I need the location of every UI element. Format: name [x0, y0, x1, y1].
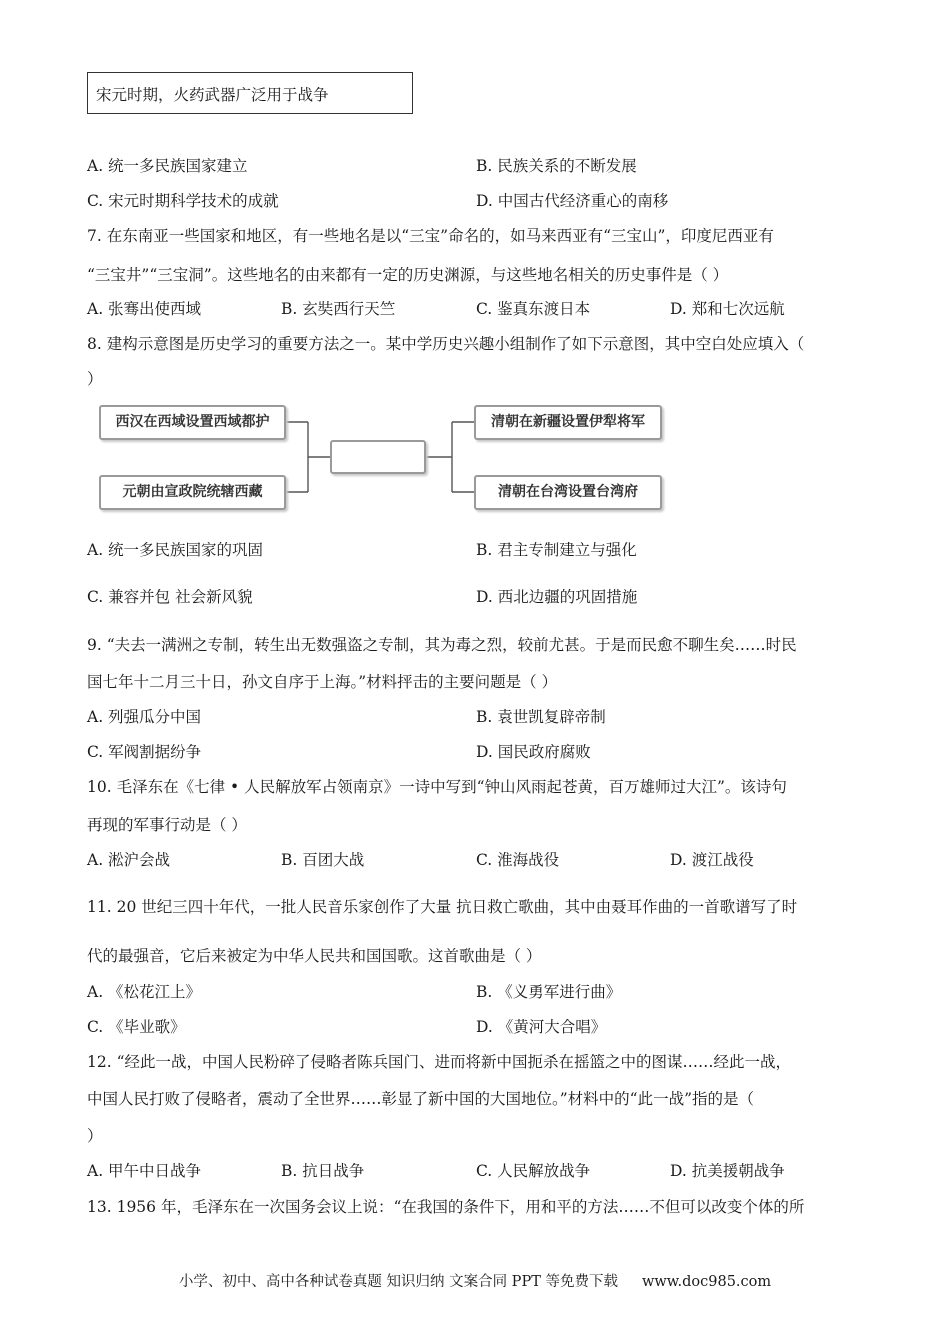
q13-stem-line1: 13. 1956 年，毛泽东在一次国务会议上说：“在我国的条件下，用和平的方法……不但可以改变个体的所	[87, 1198, 805, 1216]
q8-option-d: D. 西北边疆的巩固措施	[476, 588, 638, 606]
q10-option-c: C. 淮海战役	[476, 851, 560, 869]
footer-text: 小学、初中、高中各种试卷真题 知识归纳 文案合同 PPT 等免费下载	[178, 1274, 618, 1290]
page-footer	[0, 1270, 950, 1291]
q9-stem-line1: 9. “夫去一满洲之专制，转生出无数强盗之专制，其为毒之烈，较前尤甚。于是而民愈不聊生矣……时民	[87, 636, 797, 654]
q7-option-d: D. 郑和七次远航	[670, 300, 785, 318]
q12-option-a: A. 甲午中日战争	[87, 1162, 202, 1180]
concept-diagram	[96, 398, 676, 518]
diagram-box-right-bottom: 清朝在台湾设置台湾府	[474, 475, 662, 510]
material-box	[87, 72, 413, 114]
q7-option-b: B. 玄奘西行天竺	[281, 300, 396, 318]
q10-stem-line1: 10. 毛泽东在《七律 • 人民解放军占领南京》一诗中写到“钟山风雨起苍黄，百万雄师过大江”。该诗句	[87, 778, 787, 796]
q8-stem-line2: ）	[87, 370, 103, 388]
q8-option-a: A. 统一多民族国家的巩固	[87, 541, 264, 559]
q9-option-d: D. 国民政府腐败	[476, 743, 591, 761]
q7-stem-line2: “三宝井”“三宝洞”。这些地名的由来都有一定的历史渊源，与这些地名相关的历史事件是（ ）	[87, 266, 729, 284]
diagram-box-right-top: 清朝在新疆设置伊犁将军	[474, 405, 662, 440]
q9-option-b: B. 袁世凯复辟帝制	[476, 708, 606, 726]
q12-stem-line3: ）	[87, 1127, 103, 1145]
q8-stem-line1: 8. 建构示意图是历史学习的重要方法之一。某中学历史兴趣小组制作了如下示意图，其中空白处应填入（	[87, 335, 805, 353]
q6-option-c: C. 宋元时期科学技术的成就	[87, 192, 279, 210]
q12-option-c: C. 人民解放战争	[476, 1162, 591, 1180]
q11-option-b: B. 《义勇军进行曲》	[476, 983, 622, 1001]
diagram-box-left-bottom: 元朝由宣政院统辖西藏	[99, 475, 286, 510]
q11-stem-line2: 代的最强音，它后来被定为中华人民共和国国歌。这首歌曲是（ ）	[87, 947, 542, 965]
q7-option-a: A. 张骞出使西域	[87, 300, 202, 318]
q10-stem-line2: 再现的军事行动是（ ）	[87, 816, 247, 834]
q7-option-c: C. 鉴真东渡日本	[476, 300, 591, 318]
q8-option-c: C. 兼容并包 社会新风貌	[87, 588, 253, 606]
q8-option-b: B. 君主专制建立与强化	[476, 541, 637, 559]
q7-stem-line1: 7. 在东南亚一些国家和地区，有一些地名是以“三宝”命名的，如马来西亚有“三宝山”，印度尼西亚有	[87, 227, 774, 245]
q11-option-c: C. 《毕业歌》	[87, 1018, 186, 1036]
q10-option-d: D. 渡江战役	[670, 851, 754, 869]
q12-stem-line1: 12. “经此一战，中国人民粉碎了侵略者陈兵国门、进而将新中国扼杀在摇篮之中的图谋……经此一战，	[87, 1053, 792, 1071]
footer-url[interactable]: www.doc985.com	[641, 1274, 772, 1290]
q11-option-d: D. 《黄河大合唱》	[476, 1018, 607, 1036]
q12-option-d: D. 抗美援朝战争	[670, 1162, 785, 1180]
q10-option-b: B. 百团大战	[281, 851, 365, 869]
diagram-box-center-blank	[330, 440, 426, 474]
q9-option-c: C. 军阀割据纷争	[87, 743, 202, 761]
q12-option-b: B. 抗日战争	[281, 1162, 365, 1180]
diagram-box-left-top: 西汉在西域设置西域都护	[99, 405, 286, 440]
q10-option-a: A. 淞沪会战	[87, 851, 171, 869]
material-box-text: 宋元时期，火药武器广泛用于战争	[96, 86, 329, 104]
q6-option-d: D. 中国古代经济重心的南移	[476, 192, 669, 210]
q9-stem-line2: 国七年十二月三十日，孙文自序于上海。”材料抨击的主要问题是（ ）	[87, 673, 558, 691]
q11-stem-line1: 11. 20 世纪三四十年代，一批人民音乐家创作了大量 抗日救亡歌曲，其中由聂耳作曲的一首歌谱写了时	[87, 898, 798, 916]
q6-option-b: B. 民族关系的不断发展	[476, 157, 637, 175]
q12-stem-line2: 中国人民打败了侵略者，震动了全世界……彰显了新中国的大国地位。”材料中的“此一战”指的是（	[87, 1090, 755, 1108]
q11-option-a: A. 《松花江上》	[87, 983, 202, 1001]
q9-option-a: A. 列强瓜分中国	[87, 708, 202, 726]
q6-option-a: A. 统一多民族国家建立	[87, 157, 248, 175]
